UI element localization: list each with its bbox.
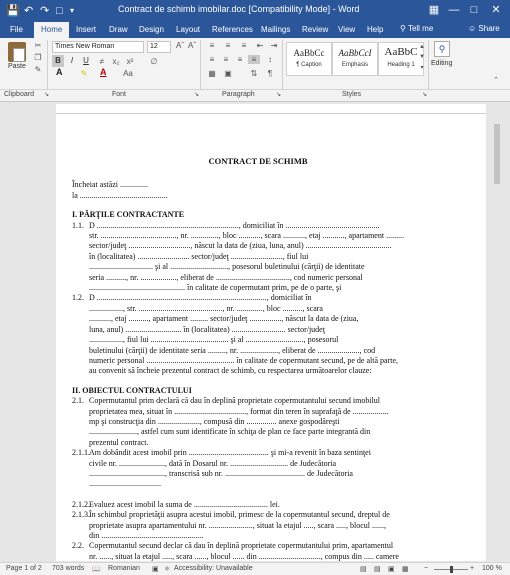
editing-button[interactable]: Editing	[431, 60, 453, 67]
clause-text: ........................, astfel cum sunt identificate în schiţa de plan ce face parte integrantă din	[89, 427, 371, 437]
clause-text: din ...................................................	[89, 531, 204, 540]
format-painter-icon[interactable]: ✎	[34, 65, 42, 74]
clause-text: ..........., etaj .........., apartament ......... sector/judeţ ................, născut la data de (ziua,	[89, 314, 359, 324]
zoom-in-icon[interactable]: +	[470, 565, 475, 572]
style-caption-sample: AaBbCc	[293, 48, 325, 58]
tab-help[interactable]: Help	[367, 25, 384, 34]
font-color-icon[interactable]: A	[100, 67, 107, 77]
undo-icon[interactable]: ↶	[24, 5, 34, 17]
sort-icon[interactable]: ⇅	[250, 69, 258, 78]
ribbon-tabs	[0, 22, 510, 38]
person-icon: ☺	[468, 24, 477, 33]
align-right-icon[interactable]: ≡	[237, 55, 243, 64]
clear-formatting-icon[interactable]: ∅	[150, 57, 158, 66]
paragraph-spacing	[72, 490, 444, 500]
styles-scroll-down-icon[interactable]: ▼	[419, 54, 425, 60]
group-label-font: Font	[112, 91, 127, 98]
clause-text: în (localitatea) .......................... sector/judeţ .........................., fiul lui	[89, 251, 309, 261]
style-heading-1-name: Heading 1	[387, 62, 415, 68]
print-layout-icon[interactable]: ▣	[388, 566, 395, 573]
section-heading-object: II. OBIECTUL CONTRACTULUI	[72, 385, 192, 395]
text-effects-icon[interactable]: A	[56, 67, 63, 77]
document-title: CONTRACT DE SCHIMB	[208, 156, 308, 166]
font-name-dropdown[interactable]: Times New Roman	[52, 41, 144, 53]
maximize-icon[interactable]: □	[470, 4, 478, 16]
clause-text: proprietate asupra apartamentului nr. ......................, situat la etajul ....., scara ....., blocul ......,	[89, 520, 387, 530]
redo-icon[interactable]: ↷	[40, 5, 50, 17]
bold-button[interactable]: B	[52, 55, 64, 67]
clause-number: 2.1.1.	[72, 448, 90, 458]
clause-text: Copermutantul secund declar că dau în deplină proprietate copermutantului prim, apartamentul	[89, 541, 394, 551]
lightbulb-icon: ⚲	[400, 24, 406, 33]
tab-home[interactable]: Home	[34, 22, 69, 38]
tab-layout[interactable]: Layout	[176, 25, 201, 34]
clipboard-icon[interactable]	[8, 42, 26, 62]
clause-text: seria .........., nr. .................., eliberat de ....................................., cod numeric personal	[89, 272, 363, 282]
clause-text: civile nr. ......................., dată în Dosarul nr. ............................. de Judecătoria	[89, 458, 337, 468]
shading-icon[interactable]: ▦	[208, 69, 216, 78]
clause-number: 2.1.	[72, 396, 84, 406]
tab-references[interactable]: References	[212, 25, 253, 34]
show-formatting-marks-icon[interactable]: ¶	[267, 69, 273, 78]
styles-launcher-icon[interactable]: ↘	[422, 92, 428, 98]
align-center-icon[interactable]: ≡	[223, 55, 229, 64]
tab-view[interactable]: View	[338, 25, 356, 34]
share-button[interactable]	[468, 24, 500, 33]
style-heading-1-sample: AaBbC	[384, 46, 418, 58]
line-spacing-icon[interactable]: ↕	[268, 55, 272, 64]
collapse-ribbon-icon[interactable]: ⌃	[493, 77, 499, 84]
clause-2-1-2	[72, 500, 444, 510]
scrollbar-thumb[interactable]	[494, 124, 500, 184]
font-launcher-icon[interactable]: ↘	[194, 92, 200, 98]
read-mode-icon[interactable]: ▤	[374, 566, 381, 573]
styles-scroll-up-icon[interactable]: ▲	[419, 44, 425, 50]
style-caption[interactable]	[286, 42, 332, 76]
clause-text: D ....................................................................................., domiciliat în	[89, 293, 312, 303]
style-caption-name: ¶ Caption	[296, 62, 322, 68]
minimize-icon[interactable]: —	[448, 4, 460, 16]
clause-text: sector/judeţ ..............................., născut la data de (ziua, luna, anul) ...........................................	[89, 241, 392, 251]
clause-text: prezentul contract.	[89, 437, 149, 447]
increase-indent-icon[interactable]: ⇥	[270, 41, 278, 50]
subscript-icon[interactable]: x₂	[112, 57, 120, 66]
clause-text: ................................................ în calitate de copermutant prim, pe de o parte, şi	[89, 283, 342, 293]
zoom-level[interactable]: 100 %	[482, 565, 502, 572]
clause-text: numeric personal ............................................ în calitate de copermutant secund, pe de altă parte,	[89, 355, 399, 365]
strikethrough-icon[interactable]: ≠	[99, 57, 105, 66]
ribbon-display-options-icon[interactable]: ▦	[428, 4, 440, 16]
italic-button[interactable]: I	[70, 56, 74, 65]
web-layout-icon[interactable]: ▦	[402, 566, 409, 573]
tab-review[interactable]: Review	[302, 25, 329, 34]
document-page[interactable]	[56, 114, 486, 561]
tab-draw[interactable]: Draw	[109, 25, 128, 34]
section-heading-parties: I. PĂRŢILE CONTRACTANTE	[72, 210, 185, 220]
save-icon[interactable]: 💾	[6, 5, 20, 17]
zoom-out-icon[interactable]: −	[424, 565, 429, 572]
borders-icon[interactable]: ▣	[224, 69, 232, 78]
ruler-margin	[0, 104, 56, 114]
clause-text: Evaluez acest imobil la suma de ..................................... lei.	[89, 499, 280, 509]
multilevel-list-icon[interactable]: ≡	[241, 41, 247, 50]
underline-button[interactable]: U	[83, 56, 89, 65]
clause-2-1-1	[72, 448, 444, 490]
clause-text: ................., fiul lui ....................................... şi al ............................., posesorul	[89, 335, 339, 345]
clipboard-launcher-icon[interactable]: ↘	[44, 92, 50, 98]
clause-number: 2.1.3.	[72, 510, 90, 520]
clause-number: 2.1.2.	[72, 499, 90, 509]
group-label-styles: Styles	[342, 91, 362, 98]
tab-mailings[interactable]: Mailings	[261, 25, 291, 34]
intro-line: Încheiat astăzi ..............	[72, 180, 148, 190]
macro-record-icon[interactable]: ▣	[152, 566, 159, 573]
proofing-icon[interactable]: 📖	[92, 566, 101, 573]
cut-icon[interactable]: ✂	[34, 41, 42, 50]
focus-mode-icon[interactable]: ▤	[360, 566, 367, 573]
change-case-icon[interactable]: Aa	[123, 69, 133, 78]
clause-number: 2.2.	[72, 541, 84, 551]
clause-text: În schimbul proprietăţii asupra acestui imobil, primesc de la copermutantul secund, dreptul de	[89, 510, 390, 520]
close-icon[interactable]: ✕	[491, 4, 501, 16]
accessibility-status[interactable]: Accessibility: Unavailable	[174, 565, 253, 572]
intro-line: la ............................................	[72, 190, 168, 200]
style-emphasis-name: Emphasis	[341, 62, 369, 68]
horizontal-ruler[interactable]	[56, 104, 486, 114]
document-body[interactable]	[72, 156, 444, 562]
align-left-icon[interactable]: ≡	[209, 55, 215, 64]
group-label-clipboard: Clipboard	[4, 91, 34, 98]
status-bar	[0, 562, 510, 575]
clause-2-1	[72, 396, 444, 448]
numbering-icon[interactable]: ≡	[225, 41, 231, 50]
copy-icon[interactable]: ❐	[34, 53, 42, 62]
clause-text: Copermutantul prim declară că dau în deplină proprietate copermutantului secund imobilul	[89, 396, 381, 406]
word-count[interactable]: 703 words	[52, 565, 85, 572]
ribbon-group-labels	[0, 90, 510, 102]
vertical-scrollbar[interactable]	[492, 104, 502, 562]
paragraph-launcher-icon[interactable]: ↘	[276, 92, 282, 98]
style-emphasis-sample: AaBbCcI	[338, 48, 372, 58]
bullets-icon[interactable]: ≡	[209, 41, 215, 50]
clause-text: ....................................	[89, 479, 161, 489]
grow-font-icon[interactable]: Aˆ	[176, 41, 184, 50]
find-icon[interactable]: ⚲	[434, 41, 450, 57]
clause-text: au convenit să încheie prezentul contract de schimb, cu respectarea următoarelor clauze:	[89, 366, 372, 376]
styles-more-icon[interactable]: ▾	[420, 65, 424, 71]
clause-1-1	[72, 221, 444, 294]
clause-text: D ......................................................................., domiciliat în ...............................................	[89, 220, 380, 230]
clause-text: buletinului (cărţii) de identitate seria ........., nr. ..................., eliberat de ....................., cod	[89, 345, 376, 355]
clause-number: 1.2.	[72, 293, 84, 303]
tell-me-search[interactable]	[400, 24, 433, 33]
clause-text: proprietatea mea, situat în ...................................., format din teren în suprafaţă de ..................	[89, 406, 389, 416]
title-bar	[0, 0, 510, 22]
clause-text: luna, anul) ............................ în (localitatea) ........................... sector/judeţ	[89, 324, 325, 334]
clause-text: nr. ......, situat la etajul ....., scara ......, blocul ...... din ..............................., compus din ..... camere	[89, 551, 399, 561]
superscript-icon[interactable]: x²	[126, 57, 134, 66]
justify-icon[interactable]: ≡	[248, 55, 260, 64]
share-label: Share	[478, 24, 500, 33]
font-size-dropdown[interactable]: 12	[147, 41, 171, 53]
customize-quick-access-icon[interactable]: ▾	[70, 6, 75, 15]
decrease-indent-icon[interactable]: ⇤	[256, 41, 264, 50]
tell-me-label: Tell me	[407, 24, 434, 33]
zoom-slider-thumb[interactable]	[450, 566, 453, 573]
tab-design[interactable]: Design	[139, 25, 164, 34]
clause-text: Am dobândit acest imobil prin ........................................ şi mi-a revenit în baza sentinţei	[89, 448, 371, 458]
tab-file[interactable]: File	[10, 25, 23, 34]
window-title: Contract de schimb imobilar.doc [Compatibility Mode] - Word	[118, 4, 360, 14]
style-emphasis[interactable]	[332, 42, 378, 76]
clause-number: 1.1.	[72, 220, 84, 230]
touch-mode-icon[interactable]: □	[56, 5, 63, 17]
clause-text: ......................................, transcrisă sub nr. ........................................ de Judecătoria	[89, 468, 353, 478]
group-label-paragraph: Paragraph	[222, 91, 255, 98]
highlight-icon[interactable]: ✎	[80, 69, 88, 78]
clause-text: ................................ şi al ............................., posesorul buletinului (cărţii) de identitate	[89, 262, 365, 272]
clause-1-2	[72, 293, 444, 376]
paste-button[interactable]: Paste	[8, 63, 26, 70]
clause-text: mp şi construcţia din ....................., compusă din ............... anexe gospodăreşti	[89, 416, 340, 426]
shrink-font-icon[interactable]: Aˇ	[188, 41, 196, 50]
clause-text: ................., str. .........................................., nr. ............., bloc .........., scara	[89, 303, 323, 313]
clause-2-2	[72, 541, 444, 562]
page-count[interactable]: Page 1 of 2	[6, 565, 42, 572]
clause-text: str. ......................................, nr. .............., bloc ..........., scara ..........., etaj ..........., apartament .........	[89, 231, 405, 241]
clause-2-1-3	[72, 510, 444, 541]
tab-insert[interactable]: Insert	[76, 25, 97, 34]
accessibility-icon: ⚛	[164, 566, 171, 573]
language-indicator[interactable]: Romanian	[108, 565, 140, 572]
